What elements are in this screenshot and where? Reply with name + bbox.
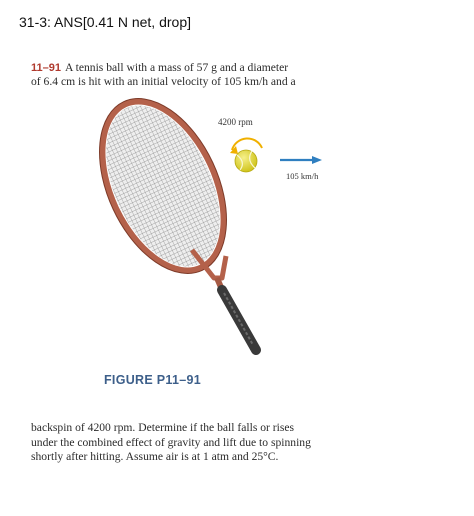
velocity-arrowhead-icon <box>312 156 322 164</box>
tennis-ball <box>235 150 257 172</box>
continuation-line-2: under the combined effect of gravity and lift due to spinning <box>31 435 311 449</box>
tennis-ball-icon <box>235 150 257 172</box>
problem-continuation <box>31 421 411 465</box>
velocity-label: 105 km/h <box>286 171 319 181</box>
continuation-line-1: backspin of 4200 rpm. Determine if the ball falls or rises <box>31 421 295 434</box>
answer-header: 31-3: ANS[0.41 N net, drop] <box>19 14 191 30</box>
rpm-label: 4200 rpm <box>218 117 253 127</box>
figure-caption: FIGURE P11–91 <box>104 373 202 387</box>
problem-text-1: A tennis ball with a mass of 57 g and a diameter <box>64 61 289 74</box>
problem-number: 11–91 <box>31 62 61 74</box>
continuation-line-3: shortly after hitting. Assume air is at 1 atm and 25°C. <box>31 450 279 463</box>
problem-text-2: of 6.4 cm is hit with an initial velocity of 105 km/h and a <box>31 75 296 88</box>
